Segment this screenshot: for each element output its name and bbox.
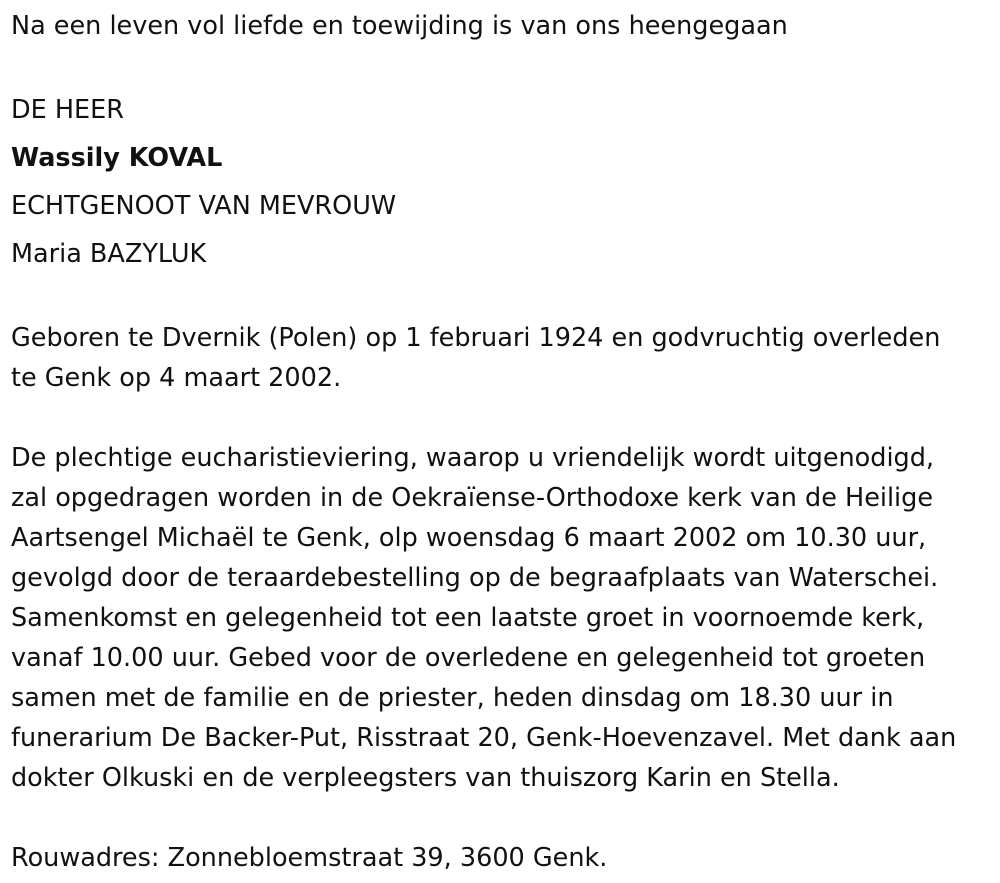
mourning-address: Rouwadres: Zonnebloemstraat 39, 3600 Genk. [11,843,608,873]
spacer [11,278,996,318]
paragraph-line: Geboren te Dvernik (Polen) op 1 februari 1924 en godvruchtig overleden [11,323,941,353]
paragraph-line: dokter Olkuski en de verpleegsters van thuiszorg Karin en Stella. [11,763,840,793]
paragraph-line: De plechtige eucharistieviering, waarop u vriendelijk wordt uitgenodigd, [11,443,935,473]
spacer [11,398,996,438]
paragraph-line: Samenkomst en gelegenheid tot een laatste groet in voornoemde kerk, [11,603,925,633]
paragraph-line: gevolgd door de teraardebestelling op de begraafplaats van Waterschei. [11,563,939,593]
spacer [11,46,996,86]
spouse-prefix: ECHTGENOOT VAN MEVROUW [11,191,397,221]
paragraph-line: funerarium De Backer-Put, Risstraat 20, Genk-Hoevenzavel. Met dank aan [11,723,957,753]
paragraph-line: samen met de familie en de priester, heden dinsdag om 18.30 uur in [11,683,894,713]
paragraph-line: Aartsengel Michaël te Genk, olp woensdag 6 maart 2002 om 10.30 uur, [11,523,927,553]
ceremony-paragraph [11,438,996,798]
spouse-name: Maria BAZYLUK [11,239,207,269]
birth-death-paragraph [11,318,996,398]
paragraph-line: zal opgedragen worden in de Oekraïense-Orthodoxe kerk van de Heilige [11,483,934,513]
paragraph-line: vanaf 10.00 uur. Gebed voor de overledene en gelegenheid tot groeten [11,643,926,673]
intro-text: Na een leven vol liefde en toewijding is van ons heengegaan [11,11,788,41]
obituary-notice [11,6,996,878]
spacer [11,798,996,838]
paragraph-line: te Genk op 4 maart 2002. [11,363,342,393]
deceased-name: Wassily KOVAL [11,143,223,173]
title-prefix: DE HEER [11,95,124,125]
